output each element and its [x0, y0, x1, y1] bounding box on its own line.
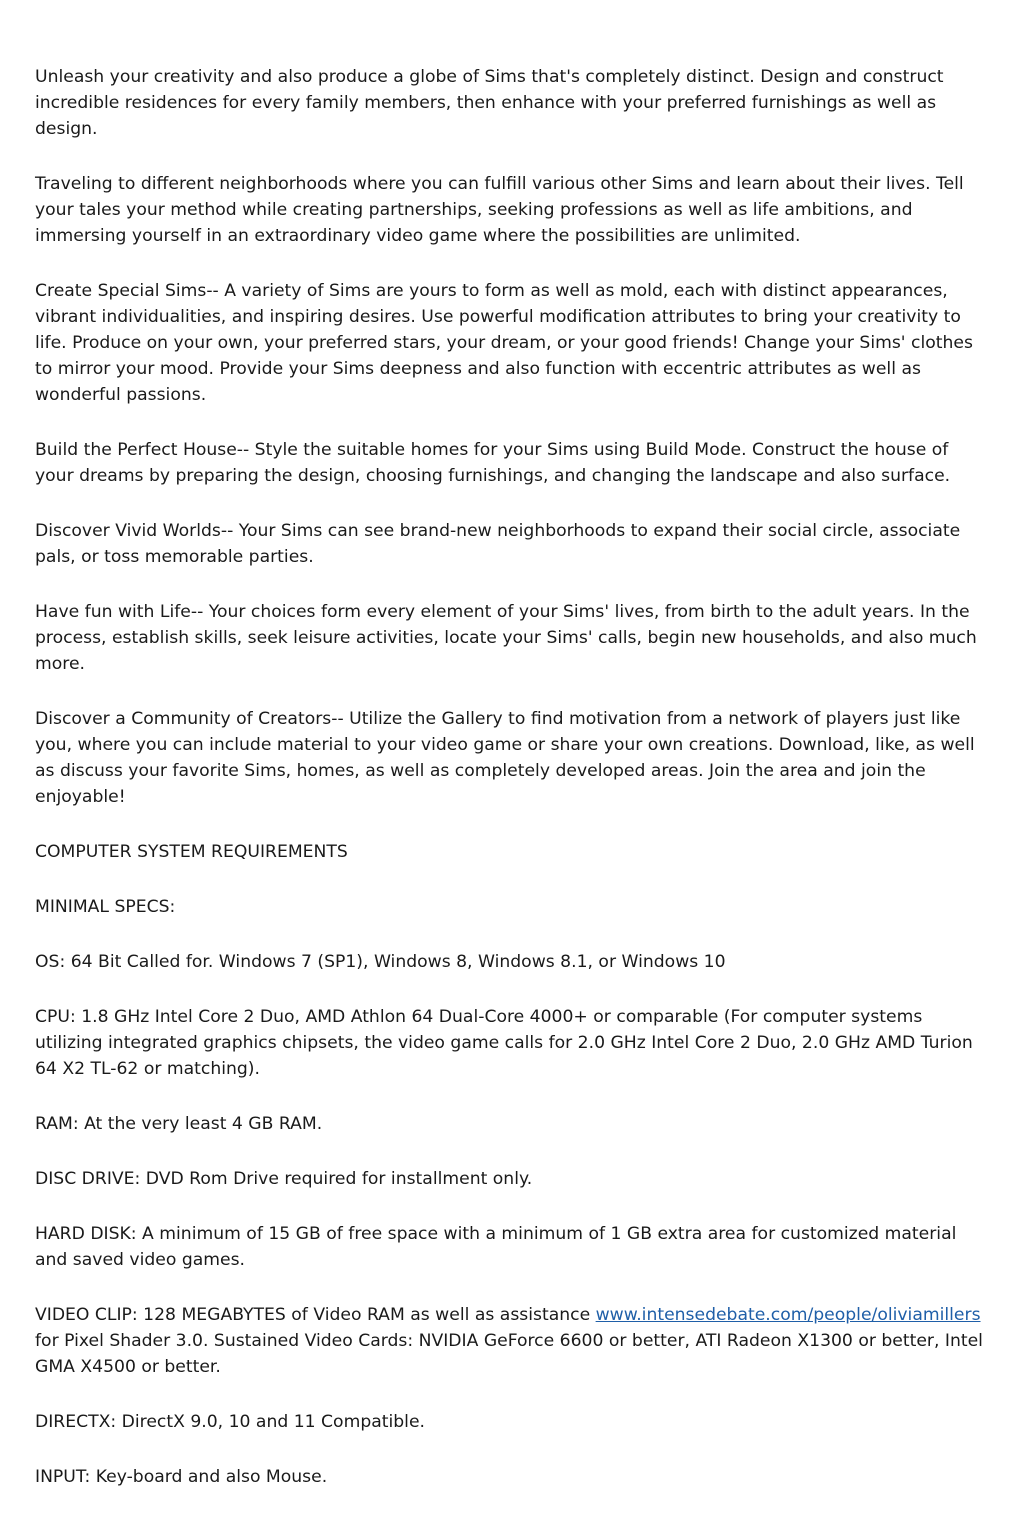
- intro-paragraph: Unleash your creativity and also produce a globe of Sims that's completely distinct. Design and construct incredible residences for every family members, then enhance with your preferred furnishings as well as design.: [35, 67, 944, 139]
- hard-disk-requirement: HARD DISK: A minimum of 15 GB of free space with a minimum of 1 GB extra area for customized material and saved video games.: [35, 1224, 957, 1270]
- video-requirement: [35, 1302, 990, 1380]
- os-requirement: OS: 64 Bit Called for. Windows 7 (SP1), Windows 8, Windows 8.1, or Windows 10: [35, 952, 726, 972]
- minimal-specs-heading: MINIMAL SPECS:: [35, 897, 176, 917]
- community-paragraph: Discover a Community of Creators-- Utilize the Gallery to find motivation from a network of players just like you, where you can include material to your video game or share your own creations. Download, like, as well as discuss your favorite Sims, homes, as well as completely developed areas. Join the area and join the enjoyable!: [35, 709, 975, 807]
- neighborhoods-paragraph: Traveling to different neighborhoods where you can fulfill various other Sims and learn about their lives. Tell your tales your method while creating partnerships, seeking professions as well as life ambitions, and immersing yourself in an extraordinary video game where the possibilities are unlimited.: [35, 174, 964, 246]
- directx-requirement: DIRECTX: DirectX 9.0, 10 and 11 Compatible.: [35, 1412, 425, 1432]
- video-text-after-link: for Pixel Shader 3.0. Sustained Video Cards: NVIDIA GeForce 6600 or better, ATI Radeon X1300 or better, Intel GMA X4500 or better.: [35, 1331, 983, 1377]
- cpu-requirement: CPU: 1.8 GHz Intel Core 2 Duo, AMD Athlon 64 Dual-Core 4000+ or comparable (For computer systems utilizing integrated graphics chipsets, the video game calls for 2.0 GHz Intel Core 2 Duo, 2.0 GHz AMD Turion 64 X2 TL-62 or matching).: [35, 1007, 973, 1079]
- disc-drive-requirement: DISC DRIVE: DVD Rom Drive required for installment only.: [35, 1169, 533, 1189]
- build-house-paragraph: Build the Perfect House-- Style the suitable homes for your Sims using Build Mode. Construct the house of your dreams by preparing the design, choosing furnishings, and changing the landscape and also surface.: [35, 440, 951, 486]
- input-requirement: INPUT: Key-board and also Mouse.: [35, 1467, 328, 1487]
- profile-link[interactable]: www.intensedebate.com/people/oliviamillers: [595, 1305, 981, 1325]
- requirements-heading: COMPUTER SYSTEM REQUIREMENTS: [35, 842, 348, 862]
- create-sims-paragraph: Create Special Sims-- A variety of Sims are yours to form as well as mold, each with distinct appearances, vibrant individualities, and inspiring desires. Use powerful modification attributes to bring your creativity to life. Produce on your own, your preferred stars, your dream, or your good friends! Change your Sims' clothes to mirror your mood. Provide your Sims deepness and also function with eccentric attributes as well as wonderful passions.: [35, 281, 973, 405]
- ram-requirement: RAM: At the very least 4 GB RAM.: [35, 1114, 323, 1134]
- document-body: [35, 64, 990, 1519]
- vivid-worlds-paragraph: Discover Vivid Worlds-- Your Sims can see brand-new neighborhoods to expand their social circle, associate pals, or toss memorable parties.: [35, 521, 961, 567]
- video-text-before-link: VIDEO CLIP: 128 MEGABYTES of Video RAM as well as assistance: [35, 1305, 596, 1325]
- life-paragraph: Have fun with Life-- Your choices form every element of your Sims' lives, from birth to the adult years. In the process, establish skills, seek leisure activities, locate your Sims' calls, begin new households, and also much more.: [35, 602, 977, 674]
